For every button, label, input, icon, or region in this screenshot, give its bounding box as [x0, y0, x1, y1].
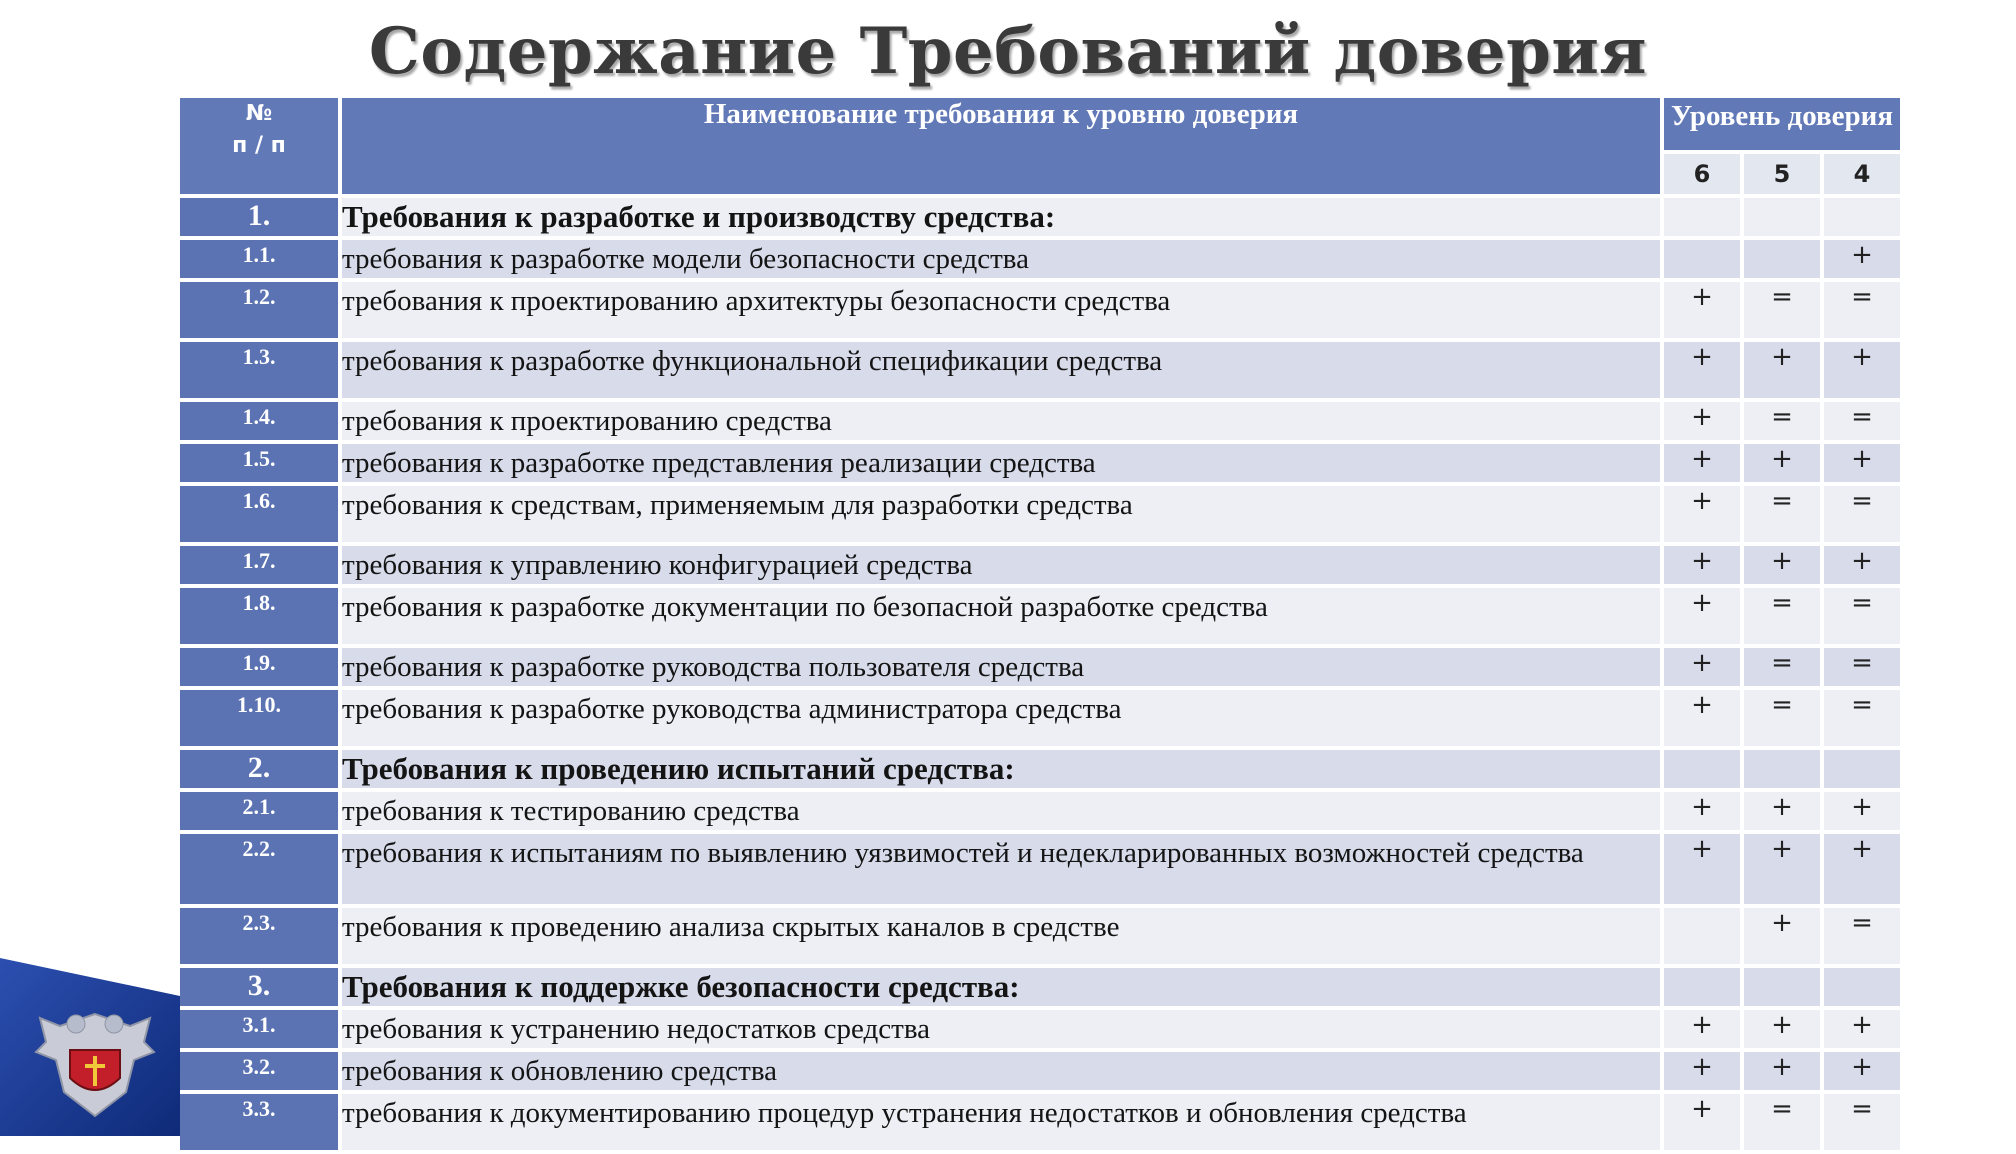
- row-number: 1.8.: [180, 588, 338, 644]
- table-row: [180, 834, 1900, 904]
- row-number: 2.3.: [180, 908, 338, 964]
- row-number: 1.: [180, 198, 338, 236]
- header-requirement-name: [342, 98, 1660, 194]
- row-requirement-name: требования к испытаниям по выявлению уязвимостей и недекларированных возможностей средства: [342, 834, 1660, 904]
- section-row: [180, 198, 1900, 236]
- row-requirement-name: требования к тестированию средства: [342, 792, 1660, 830]
- row-mark-level-6: +: [1664, 402, 1740, 440]
- row-mark-level-4: +: [1824, 834, 1900, 904]
- row-requirement-name: требования к управлению конфигурацией средства: [342, 546, 1660, 584]
- table-row: [180, 240, 1900, 278]
- row-requirement-name: требования к разработке руководства администратора средства: [342, 690, 1660, 746]
- row-mark-level-4: =: [1824, 588, 1900, 644]
- header-trust-level: [1664, 98, 1900, 150]
- row-requirement-name: требования к обновлению средства: [342, 1052, 1660, 1090]
- row-mark-level-4: [1824, 198, 1900, 236]
- row-mark-level-6: [1664, 750, 1740, 788]
- header-number: [180, 98, 338, 194]
- row-mark-level-4: +: [1824, 444, 1900, 482]
- row-mark-level-5: +: [1744, 444, 1820, 482]
- row-mark-level-6: +: [1664, 486, 1740, 542]
- row-number: 3.3.: [180, 1094, 338, 1150]
- table-row: [180, 1052, 1900, 1090]
- row-requirement-name: требования к проектированию средства: [342, 402, 1660, 440]
- row-mark-level-4: +: [1824, 792, 1900, 830]
- table-row: [180, 1010, 1900, 1048]
- row-mark-level-5: =: [1744, 282, 1820, 338]
- row-number: 1.5.: [180, 444, 338, 482]
- table-row: [180, 648, 1900, 686]
- row-mark-level-4: [1824, 968, 1900, 1006]
- row-number: 1.9.: [180, 648, 338, 686]
- table-row: [180, 546, 1900, 584]
- row-requirement-name: требования к устранению недостатков средства: [342, 1010, 1660, 1048]
- row-mark-level-4: +: [1824, 1010, 1900, 1048]
- row-number: 2.1.: [180, 792, 338, 830]
- row-mark-level-5: =: [1744, 402, 1820, 440]
- row-requirement-name: требования к проектированию архитектуры безопасности средства: [342, 282, 1660, 338]
- table-row: [180, 486, 1900, 542]
- row-mark-level-5: =: [1744, 648, 1820, 686]
- row-mark-level-4: =: [1824, 402, 1900, 440]
- row-mark-level-5: +: [1744, 908, 1820, 964]
- row-mark-level-4: +: [1824, 342, 1900, 398]
- row-mark-level-5: +: [1744, 546, 1820, 584]
- row-mark-level-5: +: [1744, 1052, 1820, 1090]
- row-number: 1.4.: [180, 402, 338, 440]
- row-number: 1.3.: [180, 342, 338, 398]
- row-mark-level-5: =: [1744, 588, 1820, 644]
- row-mark-level-6: +: [1664, 1010, 1740, 1048]
- row-mark-level-4: =: [1824, 1094, 1900, 1150]
- row-number: 1.10.: [180, 690, 338, 746]
- row-number: 2.2.: [180, 834, 338, 904]
- row-number: 3.1.: [180, 1010, 338, 1048]
- row-mark-level-6: +: [1664, 834, 1740, 904]
- row-mark-level-5: =: [1744, 1094, 1820, 1150]
- row-mark-level-5: +: [1744, 834, 1820, 904]
- row-mark-level-5: =: [1744, 486, 1820, 542]
- row-mark-level-6: +: [1664, 690, 1740, 746]
- row-mark-level-4: +: [1824, 546, 1900, 584]
- row-mark-level-5: [1744, 198, 1820, 236]
- row-requirement-name: Требования к поддержке безопасности средства:: [342, 968, 1660, 1006]
- requirements-rows: [180, 198, 1900, 1150]
- header-number-label: № п / п: [232, 101, 286, 158]
- row-number: 1.7.: [180, 546, 338, 584]
- row-mark-level-6: +: [1664, 546, 1740, 584]
- row-number: 3.2.: [180, 1052, 338, 1090]
- row-number: 3.: [180, 968, 338, 1006]
- page-title: Содержание Требований доверия: [368, 14, 1648, 89]
- row-number: 2.: [180, 750, 338, 788]
- table-row: [180, 282, 1900, 338]
- row-requirement-name: Требования к разработке и производству средства:: [342, 198, 1660, 236]
- header-level-6: 6: [1664, 154, 1740, 194]
- row-requirement-name: требования к разработке представления реализации средства: [342, 444, 1660, 482]
- row-mark-level-5: =: [1744, 690, 1820, 746]
- row-mark-level-4: =: [1824, 648, 1900, 686]
- table-row: [180, 690, 1900, 746]
- table-row: [180, 1094, 1900, 1150]
- row-mark-level-6: [1664, 968, 1740, 1006]
- row-mark-level-4: =: [1824, 690, 1900, 746]
- row-mark-level-6: [1664, 908, 1740, 964]
- emblem-logo: [30, 1000, 160, 1124]
- row-mark-level-4: +: [1824, 240, 1900, 278]
- table-row: [180, 588, 1900, 644]
- row-requirement-name: требования к разработке руководства пользователя средства: [342, 648, 1660, 686]
- row-mark-level-5: [1744, 968, 1820, 1006]
- table-row: [180, 444, 1900, 482]
- row-mark-level-5: +: [1744, 342, 1820, 398]
- row-requirement-name: требования к средствам, применяемым для разработки средства: [342, 486, 1660, 542]
- header-level-4: 4: [1824, 154, 1900, 194]
- row-number: 1.6.: [180, 486, 338, 542]
- row-mark-level-6: +: [1664, 1052, 1740, 1090]
- header-trust-level-label: Уровень доверия: [1670, 100, 1894, 132]
- table-row: [180, 908, 1900, 964]
- row-mark-level-6: +: [1664, 1094, 1740, 1150]
- row-requirement-name: Требования к проведению испытаний средства:: [342, 750, 1660, 788]
- row-mark-level-5: [1744, 240, 1820, 278]
- row-requirement-name: требования к разработке модели безопасности средства: [342, 240, 1660, 278]
- row-mark-level-4: +: [1824, 1052, 1900, 1090]
- row-mark-level-6: +: [1664, 792, 1740, 830]
- section-row: [180, 750, 1900, 788]
- row-mark-level-4: =: [1824, 282, 1900, 338]
- table-row: [180, 792, 1900, 830]
- row-mark-level-6: +: [1664, 282, 1740, 338]
- row-mark-level-5: +: [1744, 1010, 1820, 1048]
- row-mark-level-6: [1664, 198, 1740, 236]
- row-mark-level-5: [1744, 750, 1820, 788]
- row-requirement-name: требования к разработке документации по безопасной разработке средства: [342, 588, 1660, 644]
- row-mark-level-4: =: [1824, 486, 1900, 542]
- table-row: [180, 402, 1900, 440]
- row-mark-level-4: =: [1824, 908, 1900, 964]
- section-row: [180, 968, 1900, 1006]
- row-number: 1.2.: [180, 282, 338, 338]
- row-mark-level-6: +: [1664, 648, 1740, 686]
- row-mark-level-6: +: [1664, 444, 1740, 482]
- header-level-5: 5: [1744, 154, 1820, 194]
- row-mark-level-5: +: [1744, 792, 1820, 830]
- table-row: [180, 342, 1900, 398]
- row-mark-level-4: [1824, 750, 1900, 788]
- row-mark-level-6: +: [1664, 342, 1740, 398]
- row-requirement-name: требования к разработке функциональной спецификации средства: [342, 342, 1660, 398]
- row-mark-level-6: [1664, 240, 1740, 278]
- requirements-table: [176, 94, 1904, 1154]
- row-number: 1.1.: [180, 240, 338, 278]
- row-requirement-name: требования к документированию процедур устранения недостатков и обновления средства: [342, 1094, 1660, 1150]
- row-mark-level-6: +: [1664, 588, 1740, 644]
- header-requirement-name-label: Наименование требования к уровню доверия: [703, 98, 1299, 130]
- row-requirement-name: требования к проведению анализа скрытых каналов в средстве: [342, 908, 1660, 964]
